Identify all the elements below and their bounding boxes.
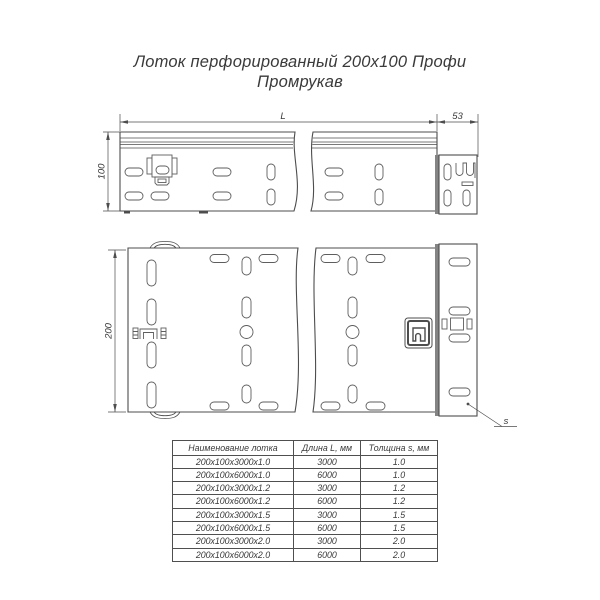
table-row <box>173 521 438 534</box>
table-row <box>173 548 438 561</box>
dim-label-height: 100 <box>96 163 108 180</box>
connector-band <box>435 244 439 416</box>
brand-logo <box>405 318 432 348</box>
table-cell: 200х100х3000х1.0 <box>173 455 294 468</box>
spec-table-rows <box>173 455 438 561</box>
plan-top-tab <box>150 242 180 249</box>
table-header-row <box>173 441 438 456</box>
dimension-width <box>104 250 127 412</box>
table-cell: 3000 <box>294 535 361 548</box>
table-cell: 200х100х3000х2.0 <box>173 535 294 548</box>
spec-table <box>172 440 438 562</box>
table-cell: 6000 <box>294 521 361 534</box>
table-row <box>173 468 438 481</box>
plan-view <box>104 242 518 428</box>
table-cell: 200х100х6000х1.2 <box>173 495 294 508</box>
table-row <box>173 482 438 495</box>
col-header-thickness: Толщина s, мм <box>361 441 438 456</box>
table-cell: 2.0 <box>361 548 438 561</box>
table-row <box>173 508 438 521</box>
table-cell: 200х100х3000х1.2 <box>173 482 294 495</box>
table-row <box>173 455 438 468</box>
connector-band <box>435 155 439 214</box>
dim-label-thickness: s <box>503 416 509 427</box>
title-line-2: Промрукав <box>257 73 343 91</box>
table-cell: 200х100х6000х1.0 <box>173 468 294 481</box>
table-cell: 1.5 <box>361 521 438 534</box>
table-cell: 1.2 <box>361 482 438 495</box>
table-row <box>173 495 438 508</box>
table-cell: 1.5 <box>361 508 438 521</box>
col-header-length: Длина L, мм <box>294 441 361 456</box>
title-line-1: Лоток перфорированный 200х100 Профи <box>133 53 467 71</box>
col-header-name: Наименование лотка <box>173 441 294 456</box>
technical-drawing <box>0 98 600 438</box>
table-cell: 6000 <box>294 548 361 561</box>
table-cell: 200х100х3000х1.5 <box>173 508 294 521</box>
table-cell: 3000 <box>294 455 361 468</box>
table-row <box>173 535 438 548</box>
table-cell: 1.2 <box>361 495 438 508</box>
table-cell: 1.0 <box>361 455 438 468</box>
dimension-height <box>97 132 123 211</box>
dim-label-length: L <box>280 111 286 122</box>
plan-bottom-tab <box>150 412 180 419</box>
side-view <box>97 111 479 214</box>
table-cell: 1.0 <box>361 468 438 481</box>
table-cell: 3000 <box>294 508 361 521</box>
table-cell: 6000 <box>294 468 361 481</box>
table-cell: 6000 <box>294 495 361 508</box>
table-cell: 200х100х6000х1.5 <box>173 521 294 534</box>
drawing-title <box>0 52 600 92</box>
bottom-tab <box>124 211 130 214</box>
dim-label-width: 200 <box>103 323 115 339</box>
table-cell: 2.0 <box>361 535 438 548</box>
table-cell: 200х100х6000х2.0 <box>173 548 294 561</box>
dim-label-end-width: 53 <box>452 111 463 122</box>
plan-clip-detail <box>133 328 166 339</box>
bottom-tab <box>199 211 208 214</box>
table-cell: 3000 <box>294 482 361 495</box>
